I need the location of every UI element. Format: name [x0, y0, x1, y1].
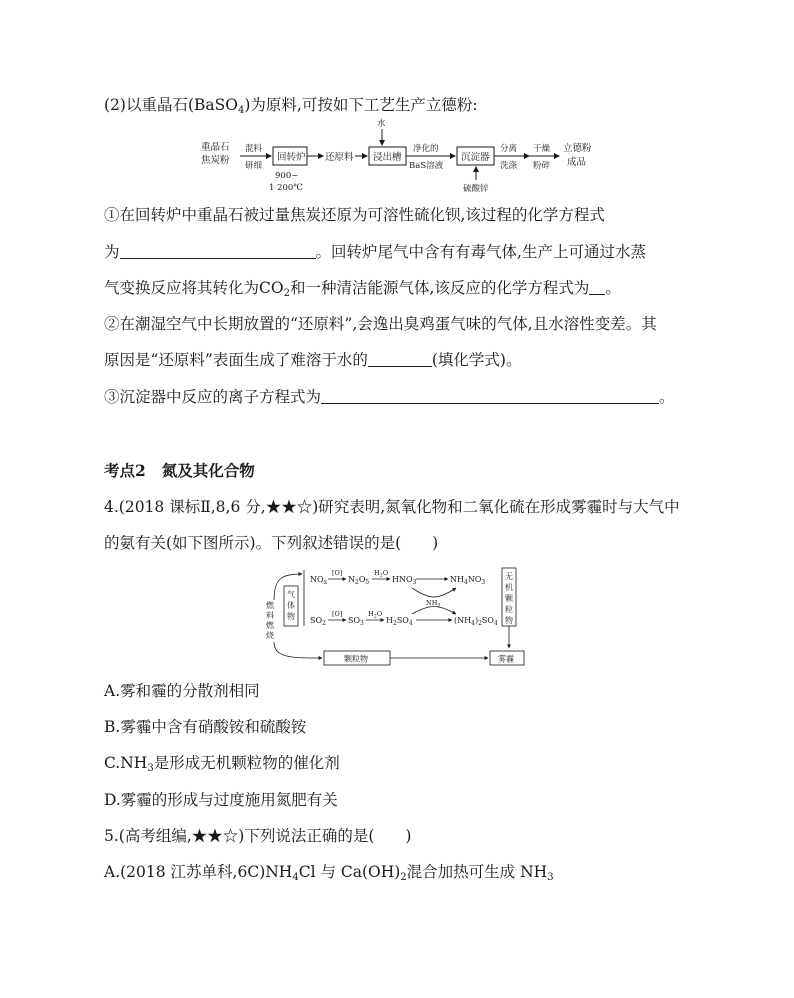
species-so3: $SO_3$	[348, 616, 364, 627]
q5-option-a-sub3: 3	[547, 872, 554, 883]
fuel-char-3: 燃	[266, 621, 274, 630]
q4-option-c[interactable]	[104, 753, 340, 773]
nh3-arrow-up	[412, 588, 456, 597]
flow-product-top: 立德粉	[563, 143, 592, 154]
particles-label: 颗粒物	[344, 654, 368, 664]
flow-dry-top: 干燥	[533, 144, 551, 154]
label-nh3: $NH_3$	[426, 599, 441, 609]
haze-formation-diagram	[262, 564, 532, 668]
species-nh4-2so4: $(NH_4)_2SO_4$	[454, 616, 498, 627]
q3-item3-pre: ③沉淀器中反应的离子方程式为	[104, 388, 322, 406]
inorganic-char-2: 机	[505, 583, 513, 592]
species-h2so4: $H_2SO_4$	[386, 616, 413, 627]
q3-item1-c-pre: 气变换反应将其转化为CO	[104, 279, 284, 297]
q3-item1-pre: 为	[104, 243, 120, 261]
inorganic-char-4: 粒	[505, 605, 513, 614]
section-title: 氮及其化合物	[161, 461, 255, 480]
species-nox: $NO_x$	[310, 575, 327, 586]
q5-option-a-post: 混合加热可生成 NH	[406, 863, 548, 881]
fuel-char-2: 料	[266, 611, 274, 620]
flow-reduced: 还原料	[325, 152, 354, 163]
q3-item3-post: 。	[659, 388, 675, 406]
flow-purified-top: 净化的	[413, 144, 439, 154]
q3-intro-sub: 4	[237, 105, 245, 116]
q5-difficulty-stars-icon: ★★☆	[191, 827, 239, 845]
fuel-to-particles-arrow	[274, 642, 322, 658]
section-heading	[104, 461, 255, 481]
q4-stem-line2: 的氨有关(如下图所示)。下列叙述错误的是( )	[104, 534, 439, 552]
q3-item1-line3	[104, 278, 621, 298]
answer-blank-3[interactable]	[368, 351, 432, 367]
flow-water: 水	[377, 119, 386, 129]
fuel-char-4: 烧	[266, 631, 274, 640]
q4-option-b[interactable]: B.雾霾中含有硝酸铵和硫酸铵	[104, 718, 307, 736]
q5-stem-post: )下列说法正确的是( )	[238, 827, 412, 845]
q5-stem	[104, 826, 411, 846]
q3-item1-c-sub: 2	[283, 288, 290, 299]
flow-purified-bottom: BaS溶液	[409, 161, 444, 171]
q5-option-a-pre: A.(2018 江苏单科,6C)NH	[104, 863, 293, 881]
q4-option-d[interactable]: D.雾霾的形成与过度施用氮肥有关	[104, 791, 338, 809]
q3-item1-line2	[104, 242, 646, 262]
flow-raw-2: 焦炭粉	[201, 155, 230, 166]
nh3-arrow-down	[412, 607, 456, 615]
flow-sep-top: 分离	[500, 144, 518, 154]
gas-char-3: 物	[287, 612, 295, 621]
q4-option-c-sub: 3	[147, 763, 154, 774]
q3-item1-c-mid: 和一种清洁能源气体,该反应的化学方程式为	[289, 279, 590, 297]
fuel-char-1: 燃	[266, 601, 274, 610]
flow-sep-bottom: 洗涤	[500, 161, 518, 171]
q3-item2-post: (填化学式)。	[431, 351, 522, 369]
answer-blank-4[interactable]	[321, 388, 659, 404]
flow-leach: 浸出槽	[373, 152, 402, 163]
flow-mix-bottom: 研细	[245, 161, 263, 171]
q4-stem-line1	[104, 497, 680, 517]
flow-raw-1: 重晶石	[201, 142, 230, 153]
label-h2o-2: $H_2O$	[368, 610, 383, 620]
label-o-1: [O]	[332, 569, 343, 577]
answer-blank-2[interactable]	[589, 279, 605, 295]
q3-item2-pre: 原因是“还原料”表面生成了难溶于水的	[104, 351, 368, 369]
q4-stem-pre: 4.(2018 课标Ⅱ,8,6 分,	[104, 498, 266, 516]
q5-option-a[interactable]	[104, 862, 554, 882]
q5-stem-pre: 5.(高考组编,	[104, 827, 192, 845]
inorganic-char-5: 物	[505, 616, 513, 625]
q3-intro	[104, 95, 478, 115]
process-flow-diagram	[195, 116, 665, 194]
q4-option-c-pre: C.NH	[104, 754, 148, 772]
gas-char-1: 气	[287, 590, 295, 599]
q3-item2-line2	[104, 350, 521, 370]
q4-option-c-post: 是形成无机颗粒物的催化剂	[153, 754, 340, 772]
q3-item3	[104, 387, 675, 407]
flow-temp-2: 1 200℃	[269, 183, 303, 193]
q3-item1-c-end: 。	[605, 279, 621, 297]
inorganic-char-3: 颗	[505, 594, 513, 603]
inorganic-char-1: 无	[505, 572, 513, 581]
label-h2o-1: $H_2O$	[374, 569, 389, 579]
section-label: 考点2	[104, 461, 146, 480]
flow-temp-1: 900~	[275, 171, 299, 181]
flow-product-bottom: 成品	[567, 157, 587, 168]
flow-precip: 沉淀器	[461, 152, 490, 163]
flow-furnace: 回转炉	[277, 152, 306, 163]
q4-difficulty-stars-icon: ★★☆	[265, 498, 313, 516]
q3-item1-post: 。回转炉尾气中含有有毒气体,生产上可通过水蒸	[315, 243, 646, 261]
label-o-2: [O]	[332, 610, 343, 618]
haze-label: 雾霾	[498, 654, 514, 664]
q3-intro-text-2: )为原料,可按如下工艺生产立德粉:	[244, 96, 478, 114]
flow-znso4: 硫酸锌	[463, 184, 489, 194]
species-hno3: $HNO_3$	[392, 575, 417, 586]
answer-blank-1[interactable]	[120, 243, 316, 259]
q5-option-a-sub2: 2	[400, 872, 407, 883]
gas-char-2: 体	[287, 601, 295, 610]
flow-dry-bottom: 粉碎	[533, 161, 551, 171]
flow-mix-top: 混料	[245, 144, 263, 154]
species-n2o5: $N_2O_5$	[348, 575, 370, 586]
q4-option-a[interactable]: A.雾和霾的分散剂相同	[104, 682, 260, 700]
q5-option-a-mid: Cl 与 Ca(OH)	[298, 863, 401, 881]
q3-item1-line1: ①在回转炉中重晶石被过量焦炭还原为可溶性硫化钡,该过程的化学方程式	[104, 206, 605, 224]
q3-intro-text: (2)以重晶石(BaSO	[104, 96, 238, 114]
q4-stem-post: )研究表明,氮氧化物和二氧化硫在形成雾霾时与大气中	[312, 498, 680, 516]
species-nh4no3: $NH_4NO_3$	[450, 575, 486, 586]
q3-item2-line1: ②在潮湿空气中长期放置的“还原料”,会逸出臭鸡蛋气味的气体,且水溶性变差。其	[104, 315, 657, 333]
species-so2: $SO_2$	[310, 616, 326, 627]
q5-option-a-sub1: 4	[292, 872, 299, 883]
